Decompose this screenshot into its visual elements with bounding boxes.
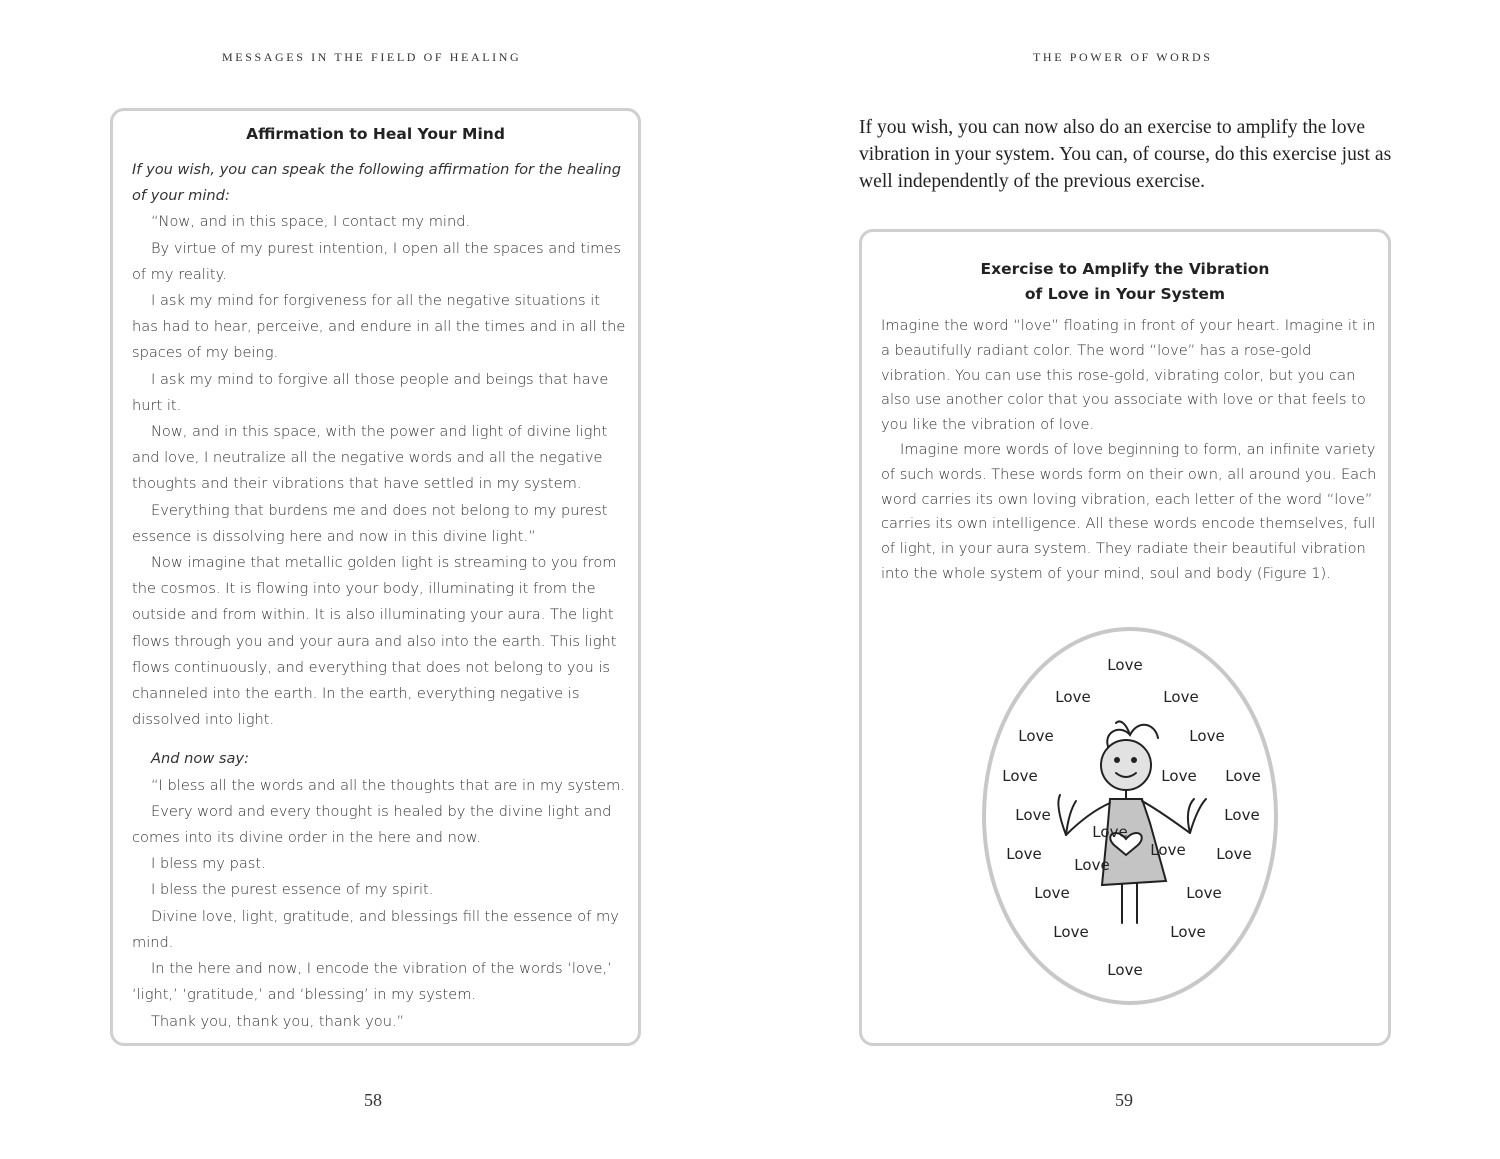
- love-word: Love: [1189, 727, 1225, 745]
- exercise-title: [862, 257, 1388, 307]
- love-word: Love: [1055, 688, 1091, 706]
- love-word: Love: [1034, 884, 1070, 902]
- love-word: Love: [1006, 845, 1042, 863]
- love-word: Love: [1074, 856, 1110, 874]
- blessing-line: I bless my past.: [151, 855, 266, 873]
- paragraph: Imagine the word “love” floating in front of your heart. Imagine it in a beautifully radiant color. The word “love” has a rose-gold vibration. You can use this rose-gold, vibrating color, but you can also use another color that you associate with love or that feels to you like the vibration of love.: [881, 317, 1376, 434]
- left-eye: [1114, 757, 1120, 763]
- love-word: Love: [1002, 767, 1038, 785]
- paragraph: Now, and in this space, with the power and light of divine light and love, I neutralize all the negative words and all the negative thoughts and their vibrations that have settled in my system.: [132, 423, 608, 493]
- love-word: Love: [1225, 767, 1261, 785]
- blessing-line: Divine love, light, gratitude, and blessings fill the essence of my mind.: [132, 907, 619, 951]
- love-word: Love: [1015, 806, 1051, 824]
- paragraph: Everything that burdens me and does not belong to my purest essence is dissolving here and now in this divine light.”: [132, 501, 608, 545]
- paragraph: Imagine more words of love beginning to form, an infinite variety of such words. These words form on their own, all around you. Each word carries its own loving vibration, each letter of the word “love” carries its own intelligence. All these words encode themselves, full of light, in your aura system. They radiate their beautiful vibration into the whole system of your mind, soul and body (Figure 1).: [881, 440, 1377, 582]
- paragraph: I ask my mind to forgive all those people and beings that have hurt it.: [132, 370, 609, 414]
- love-word: Love: [1107, 656, 1143, 674]
- love-word: Love: [1163, 688, 1199, 706]
- love-aura-illustration: [980, 623, 1280, 1013]
- blessing-line: In the here and now, I encode the vibration of the words ‘love,’ ‘light,’ ‘gratitude,’ and ‘blessing’ in my system.: [132, 960, 612, 1004]
- blessing-line: “I bless all the words and all the thoughts that are in my system.: [151, 776, 625, 794]
- love-word: Love: [1170, 923, 1206, 941]
- paragraph: Now imagine that metallic golden light is streaming to you from the cosmos. It is flowing into your body, illuminating it from the outside and from within. It is also illuminating your aura. The light flows through you and your aura and also into the earth. This light flows continuously, and everything that does not belong to you is channeled into the earth. In the earth, everything negative is dissolved into light.: [132, 554, 617, 729]
- affirmation-body: [132, 157, 629, 1035]
- blessing-line: Thank you, thank you, thank you.”: [151, 1012, 405, 1030]
- love-word: Love: [1161, 767, 1197, 785]
- exercise-title-line-2: of Love in Your System: [1024, 285, 1226, 303]
- affirmation-title: Affirmation to Heal Your Mind: [246, 125, 505, 143]
- right-eye: [1131, 757, 1137, 763]
- love-word: Love: [1186, 884, 1222, 902]
- paragraph: By virtue of my purest intention, I open all the spaces and times of my reality.: [132, 239, 621, 283]
- paragraph: “Now, and in this space, I contact my mind.: [151, 213, 471, 231]
- paragraph: I ask my mind for forgiveness for all the negative situations it has had to hear, perceive, and endure in all the times and in all the spaces of my being.: [132, 292, 626, 362]
- blessing-line: Every word and every thought is healed by the divine light and comes into its divine order in the here and now.: [132, 802, 612, 847]
- love-word: Love: [1224, 806, 1260, 824]
- love-aura-figure: [980, 623, 1280, 1013]
- love-word: Love: [1053, 923, 1089, 941]
- love-word: Love: [1092, 823, 1128, 841]
- page-number-left: 58: [364, 1090, 382, 1110]
- right-hand: [1188, 799, 1206, 833]
- exercise-title-line-1: Exercise to Amplify the Vibration: [980, 260, 1270, 278]
- affirmation-intro: If you wish, you can speak the following affirmation for the healing of your mind:: [132, 161, 622, 205]
- exercise-body: [881, 314, 1377, 587]
- exercise-intro: If you wish, you can now also do an exercise to amplify the love vibration in your system. You can, of course, do this exercise just as well independently of the previous exercise.: [859, 117, 1392, 192]
- head: [1101, 740, 1151, 790]
- and-now-say: And now say:: [151, 750, 249, 768]
- affirmation-box: [110, 108, 641, 1046]
- blessing-line: I bless the purest essence of my spirit.: [151, 881, 434, 899]
- girl-figure: [1058, 722, 1206, 924]
- love-word: Love: [1216, 845, 1252, 863]
- love-word: Love: [1150, 841, 1186, 859]
- running-head-left: MESSAGES IN THE FIELD OF HEALING: [222, 50, 522, 64]
- love-word: Love: [1107, 961, 1143, 979]
- running-head-right: THE POWER OF WORDS: [1033, 50, 1213, 64]
- page-number-right: 59: [1115, 1090, 1133, 1110]
- love-word: Love: [1018, 727, 1054, 745]
